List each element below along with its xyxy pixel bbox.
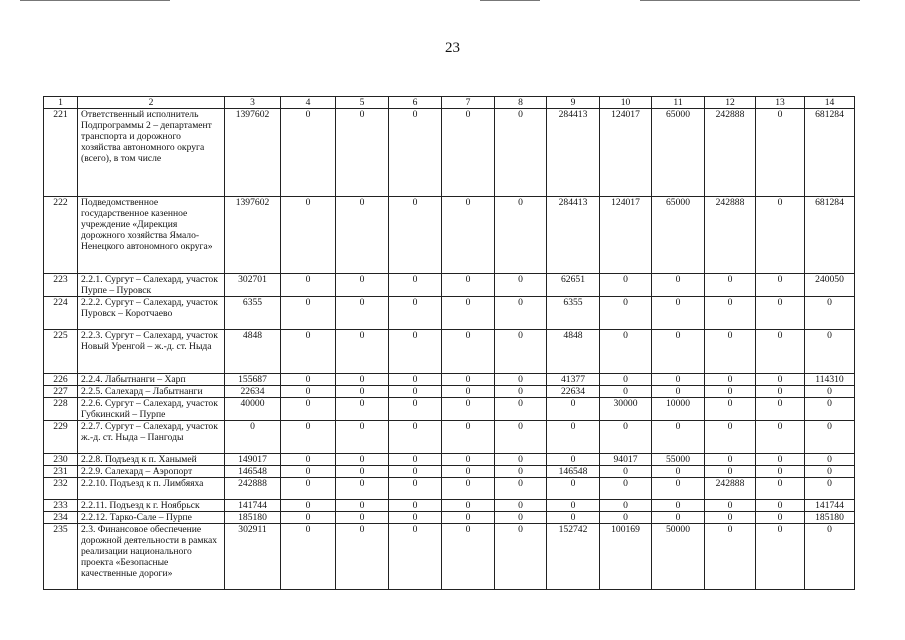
table-row	[44, 478, 855, 500]
value-cell: 0	[705, 466, 756, 478]
value-cell: 0	[336, 454, 389, 466]
value-cell: 0	[547, 398, 600, 421]
page-number: 23	[445, 40, 460, 56]
row-number: 226	[44, 374, 78, 386]
value-cell: 0	[442, 330, 495, 374]
row-number: 233	[44, 500, 78, 512]
value-cell: 0	[600, 374, 652, 386]
value-cell: 0	[281, 109, 336, 197]
value-cell: 0	[547, 500, 600, 512]
value-cell: 0	[495, 109, 547, 197]
value-cell: 0	[756, 274, 805, 297]
value-cell: 0	[805, 386, 855, 398]
value-cell: 0	[495, 374, 547, 386]
row-name: 2.2.6. Сургут – Салехард, участок Губкинский – Пурпе	[78, 398, 225, 421]
row-name: 2.2.3. Сургут – Салехард, участок Новый Уренгой – ж.-д. ст. Ныда	[78, 330, 225, 374]
value-cell: 302701	[225, 274, 281, 297]
value-cell: 0	[281, 500, 336, 512]
value-cell: 0	[705, 512, 756, 524]
column-header: 4	[281, 97, 336, 109]
value-cell: 0	[495, 421, 547, 454]
value-cell: 50000	[652, 524, 705, 590]
value-cell: 62651	[547, 274, 600, 297]
header-row	[44, 97, 855, 109]
row-name: 2.2.7. Сургут – Салехард, участок ж.-д. ст. Ныда – Пангоды	[78, 421, 225, 454]
value-cell: 0	[281, 274, 336, 297]
table-row	[44, 500, 855, 512]
row-number: 222	[44, 197, 78, 274]
column-header: 7	[442, 97, 495, 109]
value-cell: 0	[389, 374, 442, 386]
value-cell: 6355	[547, 297, 600, 330]
value-cell: 0	[442, 386, 495, 398]
row-name: 2.2.8. Подъезд к п. Ханымей	[78, 454, 225, 466]
value-cell: 114310	[805, 374, 855, 386]
value-cell: 0	[389, 454, 442, 466]
value-cell: 152742	[547, 524, 600, 590]
value-cell: 124017	[600, 197, 652, 274]
row-name: 2.2.2. Сургут – Салехард, участок Пуровск – Коротчаево	[78, 297, 225, 330]
value-cell: 0	[600, 478, 652, 500]
value-cell: 22634	[547, 386, 600, 398]
value-cell: 0	[705, 374, 756, 386]
row-name: 2.3. Финансовое обеспечение дорожной деятельности в рамках реализации национального проекта «Безопасные качественные дороги»	[78, 524, 225, 590]
value-cell: 0	[652, 274, 705, 297]
column-header: 11	[652, 97, 705, 109]
value-cell: 0	[805, 398, 855, 421]
value-cell: 0	[281, 524, 336, 590]
value-cell: 55000	[652, 454, 705, 466]
top-rule-right	[640, 0, 860, 1]
value-cell: 0	[805, 454, 855, 466]
table-row	[44, 197, 855, 274]
value-cell: 1397602	[225, 197, 281, 274]
row-number: 229	[44, 421, 78, 454]
value-cell: 0	[805, 330, 855, 374]
table-row	[44, 398, 855, 421]
row-name: 2.2.12. Тарко-Сале – Пурпе	[78, 512, 225, 524]
value-cell: 0	[495, 197, 547, 274]
value-cell: 0	[756, 466, 805, 478]
value-cell: 0	[389, 386, 442, 398]
value-cell: 0	[600, 297, 652, 330]
row-number: 231	[44, 466, 78, 478]
value-cell: 0	[336, 524, 389, 590]
value-cell: 124017	[600, 109, 652, 197]
value-cell: 65000	[652, 109, 705, 197]
value-cell: 0	[442, 478, 495, 500]
value-cell: 146548	[225, 466, 281, 478]
value-cell: 4848	[225, 330, 281, 374]
value-cell: 240050	[805, 274, 855, 297]
value-cell: 0	[652, 374, 705, 386]
value-cell: 0	[756, 330, 805, 374]
table-row	[44, 386, 855, 398]
value-cell: 0	[756, 374, 805, 386]
value-cell: 0	[652, 297, 705, 330]
value-cell: 0	[756, 398, 805, 421]
value-cell: 284413	[547, 109, 600, 197]
value-cell: 0	[705, 297, 756, 330]
value-cell: 0	[547, 512, 600, 524]
value-cell: 0	[442, 297, 495, 330]
value-cell: 242888	[225, 478, 281, 500]
value-cell: 0	[281, 330, 336, 374]
column-header: 5	[336, 97, 389, 109]
budget-table	[43, 96, 855, 590]
value-cell: 0	[281, 466, 336, 478]
value-cell: 0	[652, 421, 705, 454]
value-cell: 0	[495, 478, 547, 500]
table-row	[44, 466, 855, 478]
value-cell: 0	[442, 197, 495, 274]
row-name: 2.2.5. Салехард – Лабытнанги	[78, 386, 225, 398]
row-number: 225	[44, 330, 78, 374]
value-cell: 0	[652, 500, 705, 512]
value-cell: 0	[495, 454, 547, 466]
value-cell: 0	[495, 398, 547, 421]
value-cell: 0	[442, 398, 495, 421]
row-name: 2.2.4. Лабытнанги – Харп	[78, 374, 225, 386]
value-cell: 0	[756, 478, 805, 500]
value-cell: 0	[389, 197, 442, 274]
column-header: 9	[547, 97, 600, 109]
row-number: 234	[44, 512, 78, 524]
row-name: 2.2.10. Подъезд к п. Лимбяяха	[78, 478, 225, 500]
value-cell: 146548	[547, 466, 600, 478]
value-cell: 0	[389, 524, 442, 590]
value-cell: 0	[495, 274, 547, 297]
value-cell: 0	[336, 374, 389, 386]
value-cell: 0	[805, 478, 855, 500]
value-cell: 0	[600, 466, 652, 478]
value-cell: 0	[336, 398, 389, 421]
value-cell: 185180	[805, 512, 855, 524]
value-cell: 100169	[600, 524, 652, 590]
row-number: 228	[44, 398, 78, 421]
row-number: 223	[44, 274, 78, 297]
value-cell: 0	[756, 386, 805, 398]
value-cell: 0	[756, 524, 805, 590]
row-name: 2.2.11. Подъезд к г. Ноябрьск	[78, 500, 225, 512]
table-row	[44, 274, 855, 297]
value-cell: 149017	[225, 454, 281, 466]
value-cell: 0	[756, 421, 805, 454]
value-cell: 0	[389, 500, 442, 512]
value-cell: 0	[336, 197, 389, 274]
value-cell: 0	[336, 330, 389, 374]
value-cell: 0	[705, 454, 756, 466]
value-cell: 0	[281, 512, 336, 524]
value-cell: 242888	[705, 478, 756, 500]
value-cell: 0	[281, 454, 336, 466]
value-cell: 185180	[225, 512, 281, 524]
value-cell: 0	[705, 524, 756, 590]
value-cell: 0	[652, 466, 705, 478]
value-cell: 6355	[225, 297, 281, 330]
value-cell: 0	[756, 512, 805, 524]
table-row	[44, 512, 855, 524]
value-cell: 0	[600, 274, 652, 297]
value-cell: 0	[442, 421, 495, 454]
value-cell: 94017	[600, 454, 652, 466]
value-cell: 0	[495, 386, 547, 398]
value-cell: 0	[281, 478, 336, 500]
column-header: 3	[225, 97, 281, 109]
value-cell: 681284	[805, 197, 855, 274]
value-cell: 0	[389, 466, 442, 478]
value-cell: 0	[389, 512, 442, 524]
value-cell: 0	[805, 466, 855, 478]
value-cell: 242888	[705, 197, 756, 274]
value-cell: 0	[336, 297, 389, 330]
column-header: 12	[705, 97, 756, 109]
value-cell: 0	[336, 274, 389, 297]
value-cell: 0	[600, 330, 652, 374]
row-name: Ответственный исполнитель Подпрограммы 2 – департамент транспорта и дорожного хозяйства автономного округа (всего), в том числе	[78, 109, 225, 197]
row-name: 2.2.1. Сургут – Салехард, участок Пурпе – Пуровск	[78, 274, 225, 297]
value-cell: 0	[495, 330, 547, 374]
value-cell: 10000	[652, 398, 705, 421]
value-cell: 284413	[547, 197, 600, 274]
value-cell: 0	[442, 500, 495, 512]
row-name: 2.2.9. Салехард – Аэропорт	[78, 466, 225, 478]
row-number: 232	[44, 478, 78, 500]
value-cell: 41377	[547, 374, 600, 386]
value-cell: 0	[756, 197, 805, 274]
value-cell: 0	[442, 454, 495, 466]
value-cell: 0	[281, 197, 336, 274]
row-number: 235	[44, 524, 78, 590]
table-row	[44, 109, 855, 197]
value-cell: 0	[756, 297, 805, 330]
column-header: 14	[805, 97, 855, 109]
top-rule-mid	[480, 0, 540, 1]
value-cell: 0	[442, 374, 495, 386]
value-cell: 0	[442, 512, 495, 524]
value-cell: 0	[442, 109, 495, 197]
value-cell: 0	[495, 500, 547, 512]
column-header: 2	[78, 97, 225, 109]
value-cell: 0	[652, 386, 705, 398]
value-cell: 0	[705, 274, 756, 297]
value-cell: 0	[652, 512, 705, 524]
value-cell: 0	[652, 478, 705, 500]
value-cell: 0	[336, 500, 389, 512]
value-cell: 0	[281, 374, 336, 386]
value-cell: 242888	[705, 109, 756, 197]
value-cell: 0	[756, 500, 805, 512]
value-cell: 0	[389, 330, 442, 374]
value-cell: 0	[442, 274, 495, 297]
value-cell: 0	[756, 109, 805, 197]
value-cell: 0	[389, 297, 442, 330]
value-cell: 0	[442, 524, 495, 590]
row-name: Подведомственное государственное казенное учреждение «Дирекция дорожного хозяйства Ямало-Ненецкого автономного округа»	[78, 197, 225, 274]
row-number: 230	[44, 454, 78, 466]
value-cell: 0	[600, 386, 652, 398]
value-cell: 0	[705, 386, 756, 398]
table-row	[44, 374, 855, 386]
value-cell: 0	[600, 512, 652, 524]
value-cell: 65000	[652, 197, 705, 274]
top-rule-left	[20, 0, 170, 1]
value-cell: 0	[705, 398, 756, 421]
value-cell: 0	[281, 297, 336, 330]
value-cell: 302911	[225, 524, 281, 590]
value-cell: 0	[389, 274, 442, 297]
value-cell: 155687	[225, 374, 281, 386]
value-cell: 0	[600, 500, 652, 512]
column-header: 10	[600, 97, 652, 109]
value-cell: 0	[705, 421, 756, 454]
value-cell: 0	[336, 466, 389, 478]
value-cell: 0	[495, 524, 547, 590]
value-cell: 0	[281, 386, 336, 398]
value-cell: 0	[225, 421, 281, 454]
row-number: 221	[44, 109, 78, 197]
value-cell: 0	[336, 512, 389, 524]
row-number: 227	[44, 386, 78, 398]
value-cell: 141744	[805, 500, 855, 512]
value-cell: 0	[495, 512, 547, 524]
column-header: 8	[495, 97, 547, 109]
value-cell: 141744	[225, 500, 281, 512]
value-cell: 30000	[600, 398, 652, 421]
value-cell: 0	[756, 454, 805, 466]
value-cell: 0	[281, 398, 336, 421]
value-cell: 22634	[225, 386, 281, 398]
value-cell: 0	[547, 454, 600, 466]
column-header: 6	[389, 97, 442, 109]
column-header: 1	[44, 97, 78, 109]
row-number: 224	[44, 297, 78, 330]
table-row	[44, 297, 855, 330]
value-cell: 0	[600, 421, 652, 454]
value-cell: 681284	[805, 109, 855, 197]
value-cell: 0	[336, 386, 389, 398]
table-row	[44, 454, 855, 466]
value-cell: 0	[705, 500, 756, 512]
value-cell: 0	[547, 421, 600, 454]
value-cell: 0	[652, 330, 705, 374]
value-cell: 0	[281, 421, 336, 454]
value-cell: 0	[389, 421, 442, 454]
value-cell: 0	[442, 466, 495, 478]
table-row	[44, 421, 855, 454]
value-cell: 0	[495, 466, 547, 478]
value-cell: 0	[336, 478, 389, 500]
value-cell: 0	[547, 478, 600, 500]
table-row	[44, 330, 855, 374]
value-cell: 0	[495, 297, 547, 330]
value-cell: 0	[805, 297, 855, 330]
value-cell: 0	[336, 109, 389, 197]
value-cell: 0	[805, 524, 855, 590]
column-header: 13	[756, 97, 805, 109]
value-cell: 40000	[225, 398, 281, 421]
value-cell: 0	[389, 109, 442, 197]
value-cell: 0	[389, 478, 442, 500]
table-row	[44, 524, 855, 590]
value-cell: 0	[705, 330, 756, 374]
value-cell: 0	[805, 421, 855, 454]
value-cell: 4848	[547, 330, 600, 374]
value-cell: 0	[389, 398, 442, 421]
value-cell: 0	[336, 421, 389, 454]
value-cell: 1397602	[225, 109, 281, 197]
